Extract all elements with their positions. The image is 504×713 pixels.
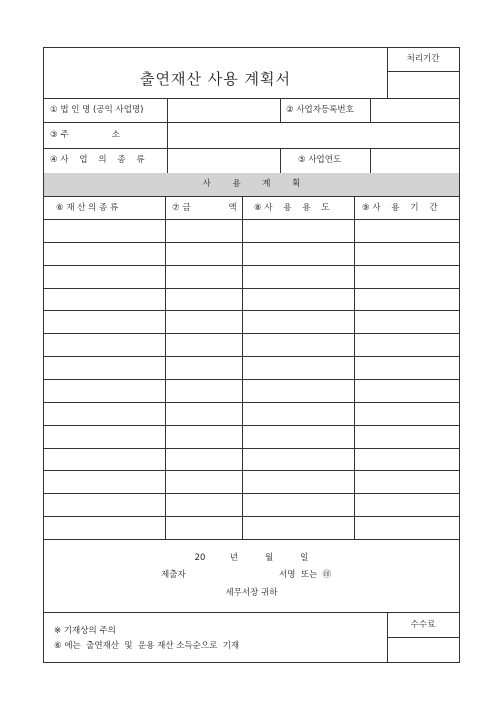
table-row-divider <box>44 265 459 266</box>
sign-or-seal: 서명 또는 ㊞ <box>279 570 332 580</box>
address-label: ③ 주 소 <box>50 130 120 140</box>
biz-year-field[interactable] <box>371 149 459 173</box>
biz-type-field[interactable] <box>168 149 280 173</box>
col-asset-type: ⑥ 재 산 의 종 류 <box>56 203 119 213</box>
table-row-divider <box>44 470 459 471</box>
col-period: ⑨ 사 용 기 간 <box>362 203 438 213</box>
col-usage: ⑧ 사 용 용 도 <box>254 203 330 213</box>
submitter-label: 제출자 <box>161 570 186 580</box>
date-line: 20 년 월 일 <box>194 553 309 563</box>
addressee: 세무서장 귀하 <box>225 588 278 598</box>
notes-heading: ※ 기재상의 주의 <box>54 626 116 636</box>
table-row-divider <box>44 516 459 517</box>
form-title: 출연재산 사용 계획서 <box>140 70 291 88</box>
table-row-divider <box>44 448 459 449</box>
processing-divider <box>387 71 459 72</box>
notes-line-1: ⑥ 에는 출연재산 및 운용 재산 소득순으로 기재 <box>54 641 240 651</box>
address-field[interactable] <box>168 123 459 148</box>
table-row-divider <box>44 379 459 380</box>
processing-period-label: 처리기간 <box>406 54 440 64</box>
plan-header: 사 용 계 획 <box>202 179 301 189</box>
table-row-divider <box>44 242 459 243</box>
col-amount: ⑦ 금 액 <box>172 203 237 213</box>
biz-year-label: ⑤ 사업연도 <box>298 155 342 165</box>
fee-label: 수수료 <box>410 620 436 630</box>
table-row-divider <box>44 493 459 494</box>
corp-name-field[interactable] <box>168 99 280 122</box>
table-row-divider <box>44 356 459 357</box>
corp-name-label: ① 법 인 명 (공익 사업명) <box>50 105 144 115</box>
asset-usage-plan-form <box>43 47 460 663</box>
biz-reg-no-field[interactable] <box>371 99 459 122</box>
table-row-divider <box>44 310 459 311</box>
table-row-divider <box>44 288 459 289</box>
biz-type-label: ④ 사 업 의 종 류 <box>50 155 145 165</box>
table-row-divider <box>44 402 459 403</box>
table-row-divider <box>44 425 459 426</box>
table-row-divider <box>44 333 459 334</box>
biz-reg-no-label: ② 사업자등록번호 <box>286 105 354 115</box>
